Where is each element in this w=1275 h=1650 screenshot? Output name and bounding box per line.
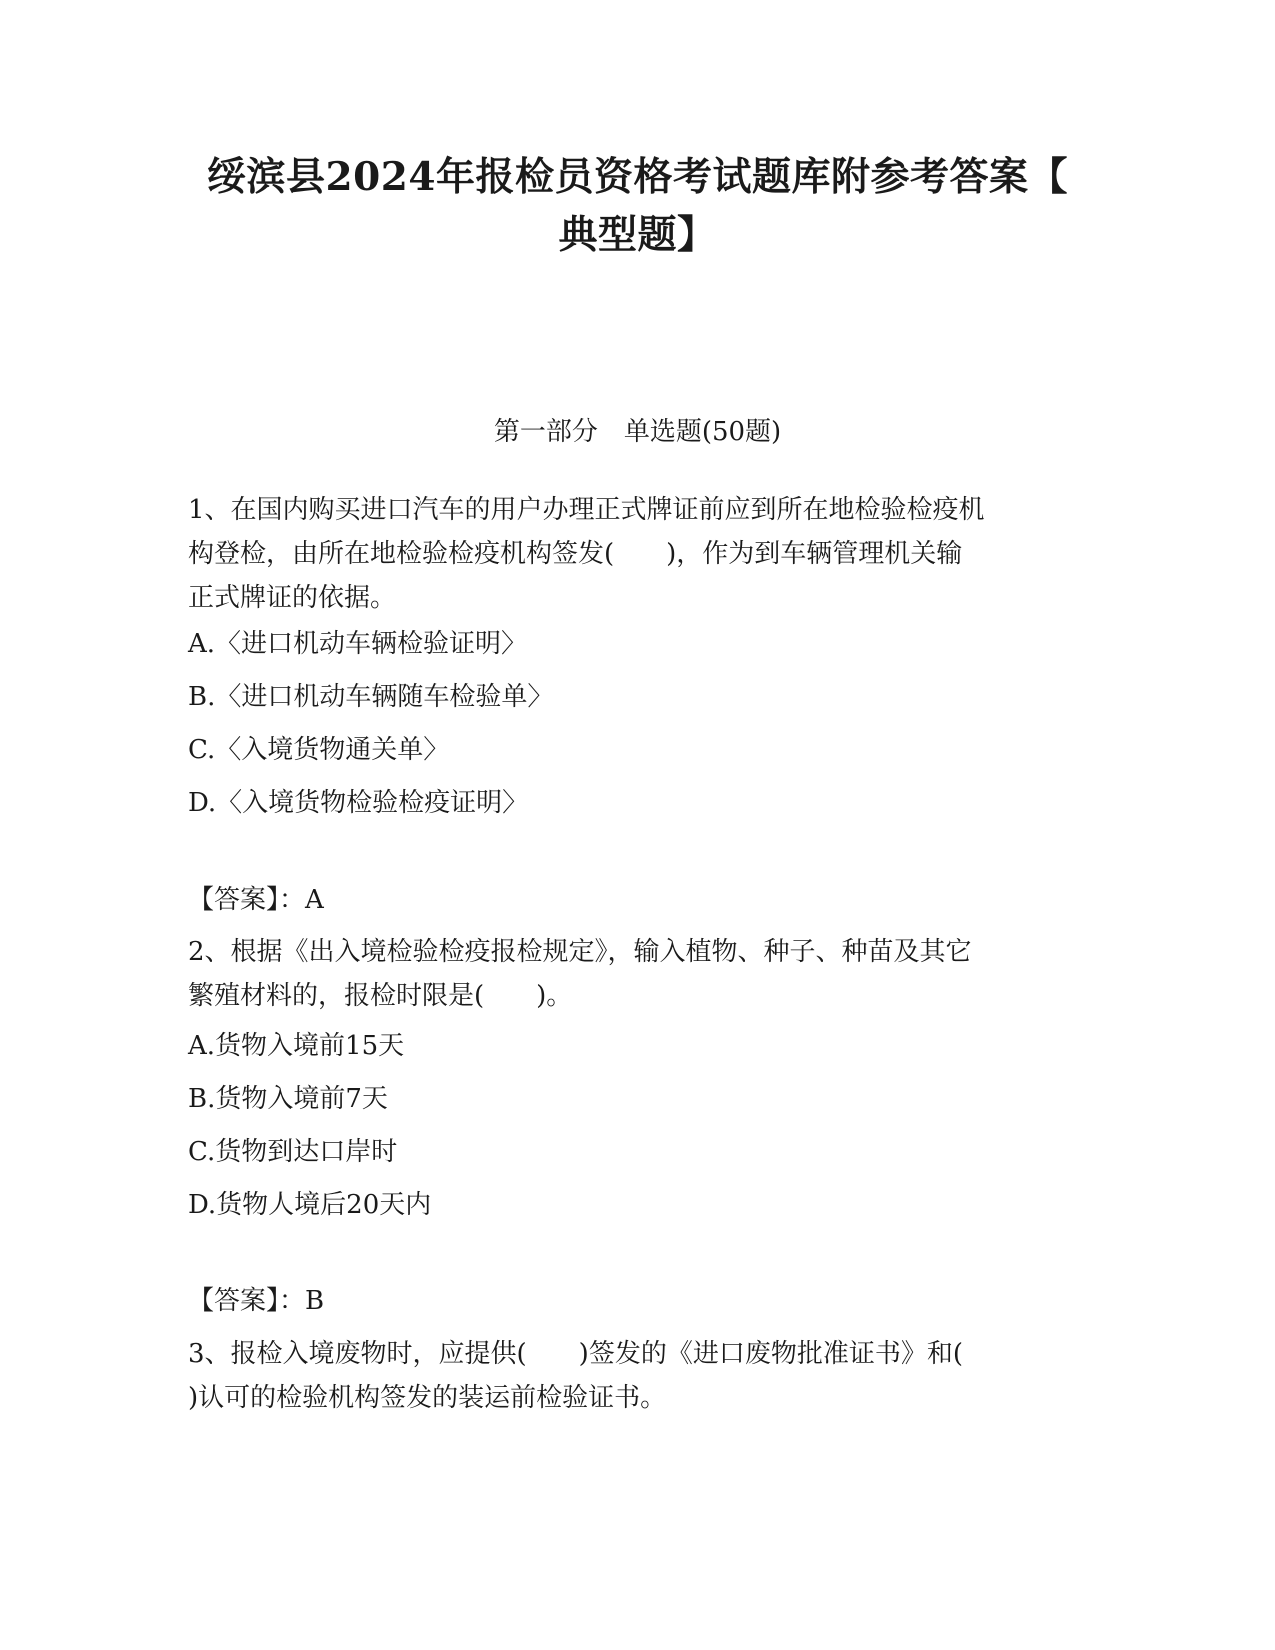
option-text: D.货物人境后20天内 <box>188 1190 432 1220</box>
section-heading: 第一部分 单选题(50题) <box>493 417 782 447</box>
question-2-stem-line: 2、根据《出入境检验检疫报检规定》，输入植物、种子、种苗及其它 <box>188 937 972 967</box>
question-2-option-a <box>188 1028 1088 1064</box>
question-1-option-d <box>188 785 1088 821</box>
question-2-option-d <box>188 1187 1088 1223</box>
option-text: C.货物到达口岸时 <box>188 1137 398 1167</box>
title-line-1: 绥滨县2024年报检员资格考试题库附参考答案【 <box>206 154 1069 200</box>
question-3 <box>188 1332 1088 1420</box>
document-title <box>150 148 1125 264</box>
question-1-option-b <box>188 679 1088 715</box>
answer-text: 【答案】：A <box>188 885 324 915</box>
question-1-stem-line: 1、在国内购买进口汽车的用户办理正式牌证前应到所在地检验检疫机 <box>188 495 985 525</box>
question-3-stem-line: )认可的检验机构签发的装运前检验证书。 <box>188 1383 667 1413</box>
question-2-option-c <box>188 1134 1088 1170</box>
answer-text: 【答案】：B <box>188 1286 325 1316</box>
title-line-2: 典型题】 <box>558 212 717 258</box>
question-2-stem-line: 繁殖材料的，报检时限是( )。 <box>188 981 573 1011</box>
option-text: B.〈进口机动车辆随车检验单〉 <box>188 682 554 712</box>
question-1-option-a <box>188 626 1088 662</box>
question-3-stem-line: 3、报检入境废物时，应提供( )签发的《进口废物批准证书》和( <box>188 1339 963 1369</box>
option-text: A.〈进口机动车辆检验证明〉 <box>188 629 528 659</box>
question-1-stem-line: 正式牌证的依据。 <box>188 583 397 613</box>
question-2-option-b <box>188 1081 1088 1117</box>
question-2 <box>188 930 1088 1018</box>
question-1-answer <box>188 882 1088 918</box>
option-text: A.货物入境前15天 <box>188 1031 405 1061</box>
question-2-answer <box>188 1283 1088 1319</box>
question-1-option-c <box>188 732 1088 768</box>
option-text: C.〈入境货物通关单〉 <box>188 735 450 765</box>
question-1-stem-line: 构登检，由所在地检验检疫机构签发( )，作为到车辆管理机关输 <box>188 539 963 569</box>
option-text: D.〈入境货物检验检疫证明〉 <box>188 788 529 818</box>
question-1 <box>188 488 1088 620</box>
option-text: B.货物入境前7天 <box>188 1084 388 1114</box>
